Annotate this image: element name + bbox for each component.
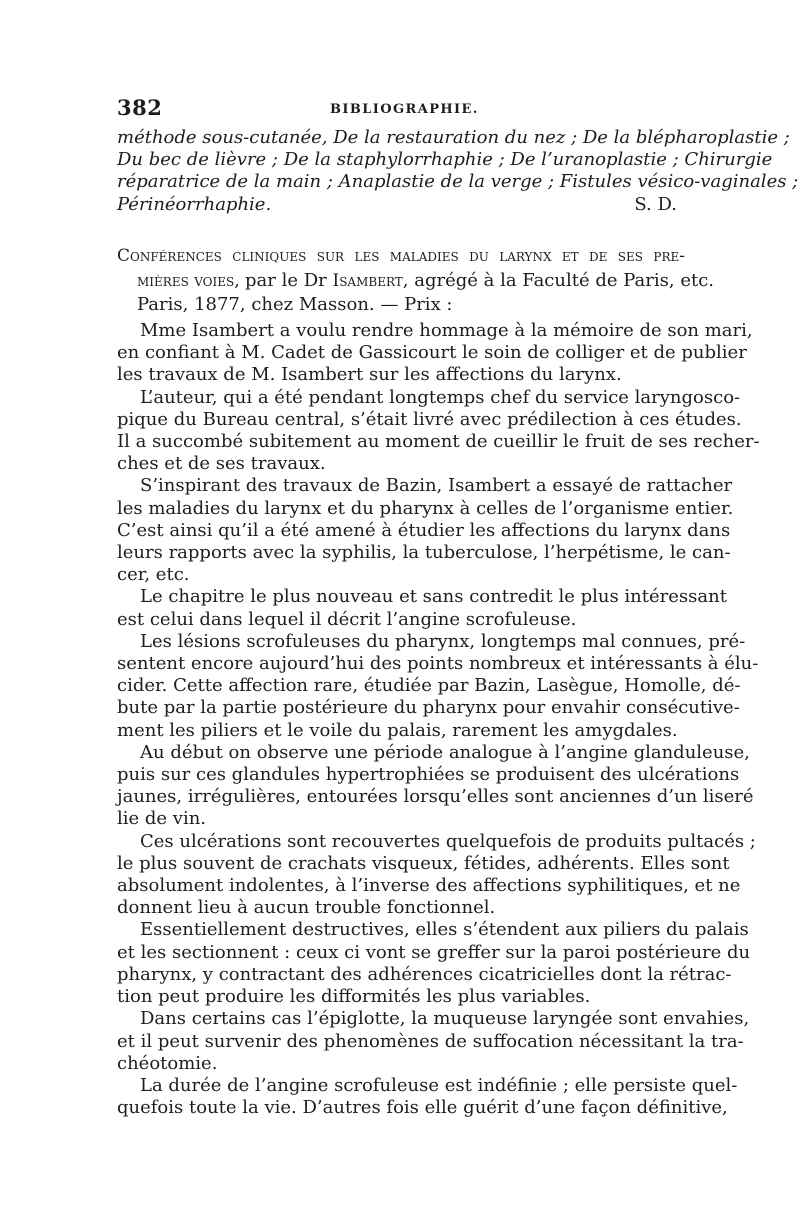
previous-review: [117, 127, 799, 216]
text-line: pique du Bureau central, s’était livré avec prédilection à ces études.: [117, 408, 742, 430]
text-line: [117, 194, 685, 216]
page-number: 382: [117, 95, 163, 120]
running-head: BIBLIOGRAPHIE.: [330, 102, 479, 117]
text-line: et il peut survenir des phenomènes de suffocation nécessitant la tra-: [117, 1030, 744, 1052]
entry-title-text: , agrégé à la Faculté de Paris, etc.: [402, 269, 715, 291]
text-line: quefois toute la vie. D’autres fois elle guérit d’une façon définitive,: [117, 1097, 728, 1119]
text-line: jaunes, irrégulières, entourées lorsqu’elles sont anciennes d’un liseré: [117, 786, 754, 808]
paragraph: [117, 919, 751, 1008]
text-line: C’est ainsi qu’il a été amené à étudier les affections du larynx dans: [117, 519, 731, 541]
author-name: Isambert: [332, 270, 403, 291]
paragraph: [117, 1008, 750, 1075]
text-line: chéotomie.: [117, 1052, 218, 1074]
text-line: L’auteur, qui a été pendant longtemps chef du service laryngosco-: [140, 386, 741, 408]
text-line: méthode sous-cutanée, De la restauration du nez ; De la blépharoplastie ;: [117, 127, 790, 148]
entry-title-text: par le Dr: [245, 269, 333, 291]
paragraph: [117, 320, 753, 387]
text-line: les maladies du larynx et du pharynx à celles de l’organisme entier.: [117, 497, 734, 519]
text-line: Dans certains cas l’épiglotte, la muqueuse laryngée sont envahies,: [140, 1008, 750, 1030]
text-line: en confiant à M. Cadet de Gassicourt le soin de colliger et de publier: [117, 342, 747, 364]
text-line: ches et de ses travaux.: [117, 453, 326, 475]
text-line: puis sur ces glandules hypertrophiées se produisent des ulcérations: [117, 764, 740, 786]
text-line: S’inspirant des travaux de Bazin, Isambert a essayé de rattacher: [140, 475, 733, 497]
signature: S. D.: [634, 193, 677, 215]
entry-title-text: Conférences cliniques sur les maladies du larynx et de ses pre-: [117, 246, 685, 266]
text-line: La durée de l’angine scrofuleuse est indéfinie ; elle persiste quel-: [140, 1074, 738, 1096]
text-line: Mme Isambert a voulu rendre hommage à la mémoire de son mari,: [140, 320, 753, 341]
entry-title-line-3: Paris, 1877, chez Masson. — Prix :: [137, 294, 453, 315]
paragraph: [117, 1074, 738, 1119]
text-line: donnent lieu à aucun trouble fonctionnel.: [117, 897, 496, 919]
paragraph: [117, 630, 759, 742]
text-line: Essentiellement destructives, elles s’étendent aux piliers du palais: [140, 919, 749, 941]
text-line: Du bec de lièvre ; De la staphylorrhaphie ; De l’uranoplastie ; Chirurgie: [117, 149, 773, 171]
text-line: ment les piliers et le voile du palais, rarement les amygdales.: [117, 719, 678, 741]
text-line: cer, etc.: [117, 564, 190, 586]
paragraph: [117, 475, 734, 586]
text-line: Il a succombé subitement au moment de cueillir le fruit de ses recher-: [117, 431, 760, 453]
text-line: les travaux de M. Isambert sur les affections du larynx.: [117, 364, 622, 386]
text-line: et les sectionnent : ceux ci vont se greffer sur la paroi postérieure du: [117, 941, 751, 963]
paragraph: [117, 386, 760, 476]
paragraph: [117, 830, 756, 920]
entry-title-text: mières voies,: [137, 270, 246, 291]
text-line: lie de vin.: [117, 808, 207, 830]
text-line: le plus souvent de crachats visqueux, fétides, adhérents. Elles sont: [117, 852, 730, 874]
paragraph: [117, 586, 727, 630]
text-line: leurs rapports avec la syphilis, la tuberculose, l’herpétisme, le can-: [117, 542, 731, 564]
entry-title-line-1: [117, 244, 685, 269]
text-line: Au début on observe une période analogue à l’angine glanduleuse,: [140, 741, 750, 763]
text-line: pharynx, y contractant des adhérences cicatricielles dont la rétrac-: [117, 963, 732, 985]
text-line: est celui dans lequel il décrit l’angine scrofuleuse.: [117, 608, 577, 630]
text-line: tion peut produire les difformités les plus variables.: [117, 986, 591, 1008]
review-body: [117, 320, 760, 1119]
text-line: bute par la partie postérieure du pharynx pour envahir consécutive-: [117, 697, 740, 719]
last-line: Périnéorrhaphie.: [117, 193, 272, 215]
page-header: [117, 95, 687, 125]
text-line: sentent encore aujourd’hui des points nombreux et intéressants à élu-: [117, 653, 759, 675]
paragraph: [117, 741, 754, 831]
text-line: cider. Cette affection rare, étudiée par Bazin, Lasègue, Homolle, dé-: [117, 675, 741, 697]
text-line: absolument indolentes, à l’inverse des affections syphilitiques, et ne: [117, 875, 741, 897]
text-line: Ces ulcérations sont recouvertes quelquefois de produits pultacés ;: [140, 830, 756, 852]
entry-title-line-2: [117, 269, 715, 294]
text-line: Les lésions scrofuleuses du pharynx, longtemps mal connues, pré-: [140, 630, 746, 652]
text-line: Le chapitre le plus nouveau et sans contredit le plus intéressant: [140, 586, 727, 608]
entry-title: [117, 244, 715, 317]
text-line: réparatrice de la main ; Anaplastie de la verge ; Fistules vésico-vaginales ;: [117, 171, 799, 193]
